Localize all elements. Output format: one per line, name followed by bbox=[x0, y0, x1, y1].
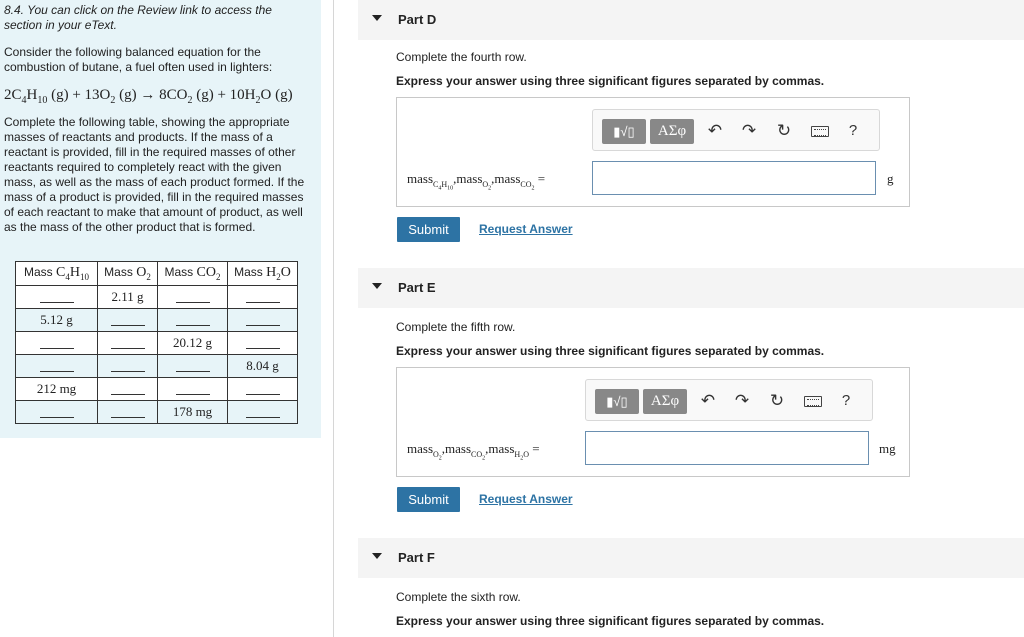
blank-line bbox=[246, 316, 280, 326]
blank-line bbox=[111, 408, 145, 418]
blank-line bbox=[111, 339, 145, 349]
redo-icon[interactable]: ↷ bbox=[734, 391, 750, 410]
part-d-answer-box bbox=[396, 97, 910, 207]
part-d-submit-button[interactable]: Submit bbox=[397, 217, 460, 242]
keyboard-icon[interactable] bbox=[804, 396, 822, 407]
blank-cell bbox=[158, 378, 228, 401]
blank-line bbox=[40, 408, 74, 418]
blank-cell bbox=[98, 355, 158, 378]
blank-line bbox=[111, 362, 145, 372]
blank-cell bbox=[158, 286, 228, 309]
templates-button[interactable]: ▮√▯ bbox=[595, 389, 639, 414]
blank-cell bbox=[16, 355, 98, 378]
blank-line bbox=[40, 339, 74, 349]
part-e-unit: mg bbox=[879, 441, 896, 456]
blank-cell bbox=[98, 401, 158, 424]
table-row bbox=[16, 332, 298, 355]
undo-icon[interactable]: ↶ bbox=[707, 121, 723, 140]
part-f-instruction: Express your answer using three significant figures separated by commas. bbox=[396, 614, 825, 628]
blank-cell bbox=[16, 401, 98, 424]
part-f-prompt: Complete the sixth row. bbox=[396, 590, 521, 604]
greek-symbols-button[interactable]: ΑΣφ bbox=[650, 119, 694, 144]
part-f-header[interactable] bbox=[358, 538, 1024, 578]
given-mass-cell: 2.11 g bbox=[98, 286, 158, 309]
part-d-label: Part D bbox=[398, 12, 437, 27]
blank-line bbox=[246, 293, 280, 303]
blank-line bbox=[246, 339, 280, 349]
blank-cell bbox=[158, 355, 228, 378]
blank-cell bbox=[228, 401, 298, 424]
part-d-answer-input[interactable] bbox=[592, 161, 876, 195]
part-d-prompt: Complete the fourth row. bbox=[396, 50, 527, 64]
part-d-answer-label: mass$_{C_4H_{10}}$,mass$_{O_2}$,mass$_{CO_2}$ = bbox=[407, 171, 546, 192]
given-mass-cell: 8.04 g bbox=[228, 355, 298, 378]
undo-icon[interactable]: ↶ bbox=[700, 391, 716, 410]
table-row bbox=[16, 401, 298, 424]
blank-cell bbox=[228, 286, 298, 309]
blank-line bbox=[40, 362, 74, 372]
table-row bbox=[16, 286, 298, 309]
intro-text: 8.4. You can click on the Review link to access the section in your eText. bbox=[4, 3, 272, 32]
collapse-triangle-icon[interactable] bbox=[372, 15, 382, 21]
blank-line bbox=[246, 408, 280, 418]
math-toolbar bbox=[592, 109, 880, 151]
blank-cell bbox=[228, 378, 298, 401]
part-f-label: Part F bbox=[398, 550, 435, 565]
part-e-submit-button[interactable]: Submit bbox=[397, 487, 460, 512]
blank-cell bbox=[16, 286, 98, 309]
blank-cell bbox=[158, 309, 228, 332]
part-e-header[interactable] bbox=[358, 268, 1024, 308]
given-mass-cell: 212 mg bbox=[16, 378, 98, 401]
blank-cell bbox=[228, 332, 298, 355]
part-d-unit: g bbox=[887, 171, 894, 186]
part-d-header[interactable] bbox=[358, 0, 1024, 40]
part-e-instruction: Express your answer using three significant figures separated by commas. bbox=[396, 344, 825, 358]
blank-cell bbox=[98, 378, 158, 401]
blank-line bbox=[40, 293, 74, 303]
blank-line bbox=[176, 293, 210, 303]
table-row bbox=[16, 378, 298, 401]
given-mass-cell: 5.12 g bbox=[16, 309, 98, 332]
help-icon[interactable]: ? bbox=[841, 392, 851, 409]
redo-icon[interactable]: ↷ bbox=[741, 121, 757, 140]
blank-line bbox=[111, 316, 145, 326]
given-mass-cell: 20.12 g bbox=[158, 332, 228, 355]
instructions-text: Complete the following table, showing the appropriate masses of reactants and products. If the mass of a reactant is provided, fill in the required masses of other reactants required to completely react with the given mass, as well as the mass of each product formed. If the mass of a product is provided, fill in the required masses of each reactant to make that amount of product, as well as the mass of the other product that is formed. bbox=[4, 115, 305, 234]
templates-button[interactable]: ▮√▯ bbox=[602, 119, 646, 144]
part-e-answer-box bbox=[396, 367, 910, 477]
blank-line bbox=[111, 385, 145, 395]
table-row bbox=[16, 309, 298, 332]
blank-cell bbox=[228, 309, 298, 332]
header-mass-o2: Mass $O_2$ bbox=[98, 262, 158, 286]
problem-panel bbox=[0, 0, 321, 438]
help-icon[interactable]: ? bbox=[848, 122, 858, 139]
blank-line bbox=[176, 316, 210, 326]
part-e-answer-input[interactable] bbox=[585, 431, 869, 465]
header-mass-c4h10: Mass $C_4H_{10}$ bbox=[16, 262, 98, 286]
balanced-equation: $2C_4H_{10}$ $(g) + 13O_2$ $(g) \to 8CO_2$ $(g) + 10H_2O$ (g) bbox=[4, 87, 293, 106]
given-mass-cell: 178 mg bbox=[158, 401, 228, 424]
reset-icon[interactable]: ↻ bbox=[776, 121, 792, 140]
part-e-prompt: Complete the fifth row. bbox=[396, 320, 516, 334]
part-e-request-answer-link[interactable]: Request Answer bbox=[479, 492, 573, 506]
table-row bbox=[16, 355, 298, 378]
math-toolbar bbox=[585, 379, 873, 421]
panel-divider bbox=[333, 0, 334, 637]
part-d-instruction: Express your answer using three significant figures separated by commas. bbox=[396, 74, 825, 88]
mass-table bbox=[15, 261, 298, 424]
greek-symbols-button[interactable]: ΑΣφ bbox=[643, 389, 687, 414]
blank-line bbox=[176, 385, 210, 395]
part-e-label: Part E bbox=[398, 280, 436, 295]
collapse-triangle-icon[interactable] bbox=[372, 553, 382, 559]
collapse-triangle-icon[interactable] bbox=[372, 283, 382, 289]
header-mass-h2o: Mass $H_2O$ bbox=[228, 262, 298, 286]
blank-cell bbox=[98, 332, 158, 355]
blank-line bbox=[176, 362, 210, 372]
reset-icon[interactable]: ↻ bbox=[769, 391, 785, 410]
blank-cell bbox=[98, 309, 158, 332]
part-e-answer-label: mass$_{O_2}$,mass$_{CO_2}$,mass$_{H_2O}$ = bbox=[407, 441, 540, 462]
part-d-request-answer-link[interactable]: Request Answer bbox=[479, 222, 573, 236]
consider-text: Consider the following balanced equation for the combustion of butane, a fuel often used in lighters: bbox=[4, 45, 273, 74]
blank-cell bbox=[16, 332, 98, 355]
header-mass-co2: Mass $CO_2$ bbox=[158, 262, 228, 286]
blank-line bbox=[246, 385, 280, 395]
keyboard-icon[interactable] bbox=[811, 126, 829, 137]
